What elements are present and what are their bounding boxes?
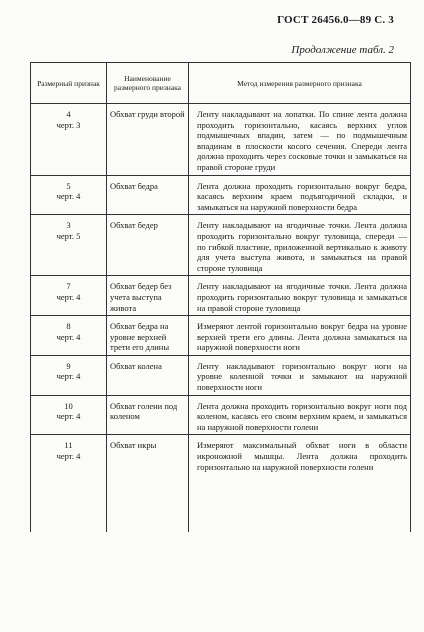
feature-name: Обхват груди второй — [107, 104, 189, 176]
table-row — [31, 104, 411, 176]
page-header: ГОСТ 26456.0—89 С. 3 — [277, 14, 394, 26]
table-row — [31, 435, 411, 533]
measurement-method: Измеряют максимальный обхват ноги в области икроножной мышцы. Лента должна проходить горизонтально на наружной поверхности голени — [189, 435, 411, 533]
feature-number: 4 — [66, 109, 71, 119]
feature-name: Обхват бедра на уровне верхней трети его длины — [107, 316, 189, 356]
feature-name: Обхват бедра — [107, 175, 189, 215]
column-header-feature: Размерный признак — [31, 63, 107, 104]
feature-cell — [31, 435, 107, 533]
table-row — [31, 395, 411, 435]
feature-number: 3 — [66, 220, 71, 231]
measurement-method: Ленту накладывают горизонтально вокруг ноги на уровне коленной точки и замыкают на наружной поверхности ноги — [189, 355, 411, 395]
measurement-method: Лента должна проходить горизонтально вокруг бедра, касаясь верхним краем подъягодичной складки, и замыкаться на наружной поверхности бедра — [189, 175, 411, 215]
table-row — [31, 355, 411, 395]
table-row — [31, 276, 411, 316]
column-header-name: Наименование размерного признака — [107, 63, 189, 104]
measurement-method: Ленту накладывают на ягодичные точки. Лента должна проходить горизонтально вокруг туловища и замыкаться на правой стороне туловища — [189, 276, 411, 316]
measurement-method: Ленту накладывают на лопатки. По спине лента должна проходить горизонтально, касаясь верхних углов подмышечных впадин, затем — по подмышечным впадинам в плоскости косого сечения. Спереди лента должна проходить через сосковые точки и замыкаться на правой стороне груди — [189, 104, 411, 176]
feature-name: Обхват икры — [107, 435, 189, 533]
column-header-method: Метод измерения размерного признака — [189, 63, 411, 104]
feature-name: Обхват бедер без учета выступа живота — [107, 276, 189, 316]
feature-number: 8 — [66, 321, 71, 332]
drawing-ref: черт. 4 — [56, 331, 81, 342]
feature-cell — [31, 316, 107, 356]
feature-cell — [31, 276, 107, 316]
feature-number: 11 — [64, 440, 73, 451]
drawing-ref: черт. 4 — [56, 411, 81, 422]
table-row — [31, 316, 411, 356]
drawing-ref: черт. 4 — [56, 451, 81, 462]
drawing-ref: черт. 4 — [56, 291, 81, 302]
feature-number: 7 — [66, 281, 71, 292]
feature-cell — [31, 215, 107, 276]
drawing-ref: черт. 5 — [56, 230, 81, 241]
table-continuation-label: Продолжение табл. 2 — [291, 44, 394, 56]
feature-number: 10 — [64, 400, 73, 411]
drawing-ref: черт. 4 — [56, 371, 81, 382]
feature-cell — [31, 175, 107, 215]
feature-cell — [31, 104, 107, 176]
drawing-ref: черт. 3 — [56, 119, 81, 130]
feature-name: Обхват колена — [107, 355, 189, 395]
measurement-method: Ленту накладывают на ягодичные точки. Лента должна проходить горизонтально вокруг туловища, спереди — по гибкой пластине, приложенной вертикально к животу для учета выступа живота, и замыкаться на правой стороне туловища — [189, 215, 411, 276]
feature-cell — [31, 395, 107, 435]
table-header-row — [31, 63, 411, 104]
feature-cell — [31, 355, 107, 395]
feature-name: Обхват бедер — [107, 215, 189, 276]
feature-name: Обхват голени под коленом — [107, 395, 189, 435]
feature-number: 9 — [66, 360, 71, 371]
table-row — [31, 175, 411, 215]
measurement-table — [30, 62, 411, 532]
measurement-method: Лента должна проходить горизонтально вокруг ноги под коленом, касаясь его своим верхним краем, и замыкаться на наружной поверхности голени — [189, 395, 411, 435]
table-row — [31, 215, 411, 276]
feature-number: 5 — [66, 180, 71, 191]
drawing-ref: черт. 4 — [56, 191, 81, 202]
measurement-method: Измеряют лентой горизонтально вокруг бедра на уровне верхней трети его длины. Лента должна замыкаться на наружной поверхности ноги — [189, 316, 411, 356]
